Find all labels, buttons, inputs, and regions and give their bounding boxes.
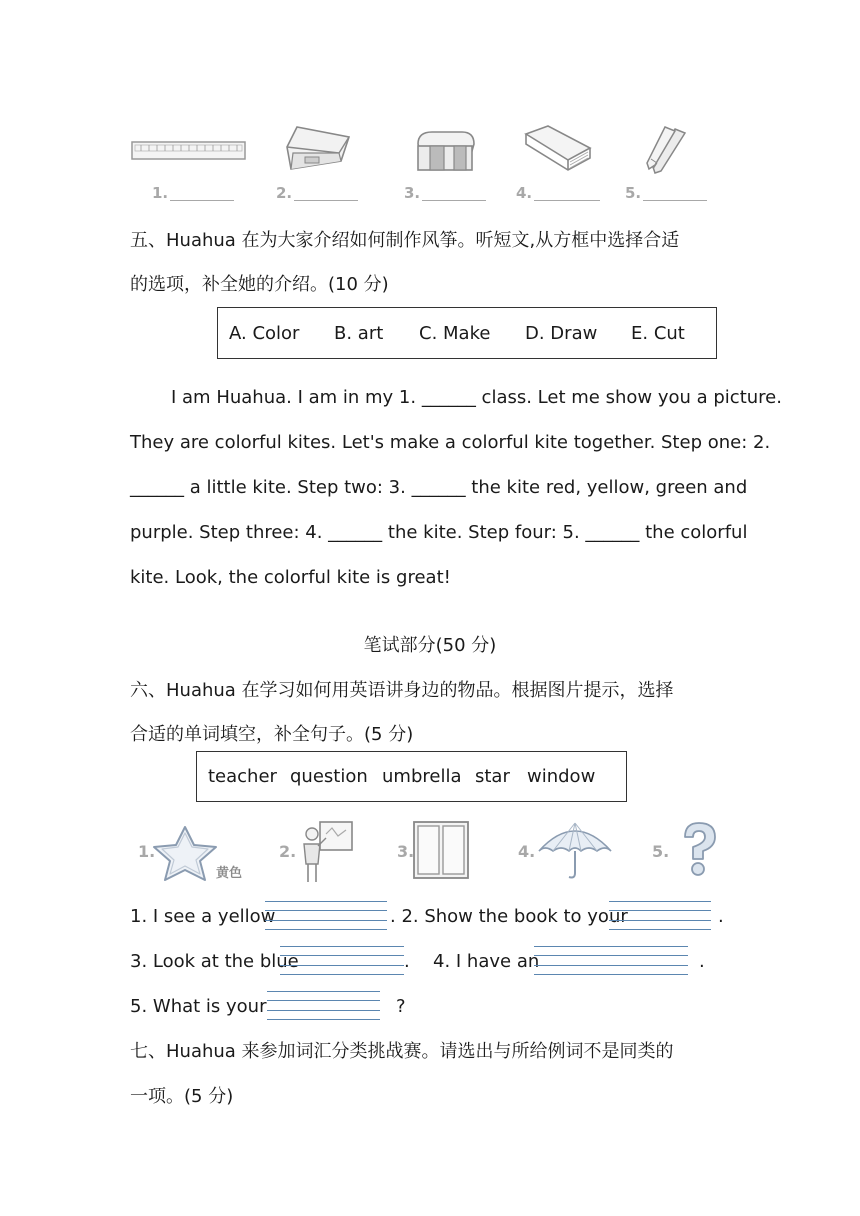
word-option: window — [527, 766, 596, 787]
passage-line: I am Huahua. I am in my 1. ______ class. Let me show you a picture. — [171, 387, 782, 408]
star-icon — [150, 823, 220, 883]
word-option: star — [475, 766, 510, 787]
question-mark-icon — [677, 819, 721, 879]
picture-number: 5. — [625, 184, 642, 202]
section7-heading-line2: 一项。(5 分) — [130, 1086, 234, 1107]
written-part-title: 笔试部分(50 分) — [363, 635, 497, 656]
word-option: teacher — [208, 766, 277, 787]
passage-line: purple. Step three: 4. ______ the kite. Step four: 5. ______ the colorful — [130, 522, 748, 543]
ruler-icon — [131, 140, 246, 162]
sentence-4-text: 4. I have an — [433, 951, 540, 972]
answer-underline — [170, 200, 234, 201]
picture-number: 5. — [652, 842, 670, 861]
pencil-case-icon — [283, 123, 353, 173]
section5-heading-line2: 的选项，补全她的介绍。(10 分) — [130, 274, 389, 295]
passage-line: They are colorful kites. Let's make a colorful kite together. Step one: 2. — [130, 432, 771, 453]
star-color-caption: 黄色 — [216, 866, 243, 881]
picture-number: 4. — [516, 184, 533, 202]
picture-number: 1. — [138, 842, 156, 861]
picture-number: 4. — [518, 842, 536, 861]
sentence-3-end: . — [404, 951, 410, 972]
option-c: C. Make — [419, 322, 491, 344]
section7-heading-line1: 七、Huahua 来参加词汇分类挑战赛。请选出与所给例词不是同类的 — [130, 1041, 674, 1062]
picture-number: 3. — [404, 184, 421, 202]
answer-blank-5[interactable] — [267, 989, 380, 1021]
pencils-icon — [645, 125, 693, 177]
window-icon — [412, 820, 470, 880]
sentence-4-end: . — [699, 951, 705, 972]
teacher-icon — [296, 820, 354, 884]
section6-heading-line2: 合适的单词填空，补全句子。(5 分) — [130, 724, 414, 745]
option-a: A. Color — [229, 322, 300, 344]
answer-blank-1[interactable] — [265, 899, 387, 931]
picture-number: 2. — [279, 842, 297, 861]
answer-underline — [643, 200, 707, 201]
option-d: D. Draw — [525, 322, 598, 344]
picture-number: 1. — [152, 184, 169, 202]
answer-underline — [534, 200, 600, 201]
section5-options-box — [217, 307, 717, 359]
option-e: E. Cut — [631, 322, 685, 344]
answer-underline — [422, 200, 486, 201]
sentence-3-text: 3. Look at the blue — [130, 951, 299, 972]
picture-number: 2. — [276, 184, 293, 202]
word-option: umbrella — [382, 766, 462, 787]
sentence-5-end: ? — [396, 996, 406, 1017]
passage-line: ______ a little kite. Step two: 3. ______ the kite red, yellow, green and — [130, 477, 748, 498]
sentence-5-text: 5. What is your — [130, 996, 267, 1017]
answer-underline — [294, 200, 358, 201]
answer-blank-4[interactable] — [534, 944, 688, 976]
option-b: B. art — [334, 322, 384, 344]
word-option: question — [290, 766, 368, 787]
answer-blank-3[interactable] — [280, 944, 404, 976]
passage-line: kite. Look, the colorful kite is great! — [130, 567, 451, 588]
sentence-2-end: . — [718, 906, 724, 927]
section6-heading-line1: 六、Huahua 在学习如何用英语讲身边的物品。根据图片提示，选择 — [130, 680, 674, 701]
umbrella-icon — [535, 817, 615, 881]
section6-options-box — [196, 751, 627, 802]
section5-heading-line1: 五、Huahua 在为大家介绍如何制作风筝。听短文,从方框中选择合适 — [130, 230, 680, 251]
sentence-1-text: 1. I see a yellow — [130, 906, 276, 927]
eraser-icon — [414, 128, 476, 174]
book-icon — [520, 124, 594, 176]
sentence-2-text: . 2. Show the book to your — [390, 906, 628, 927]
picture-number: 3. — [397, 842, 415, 861]
answer-blank-2[interactable] — [609, 899, 711, 931]
